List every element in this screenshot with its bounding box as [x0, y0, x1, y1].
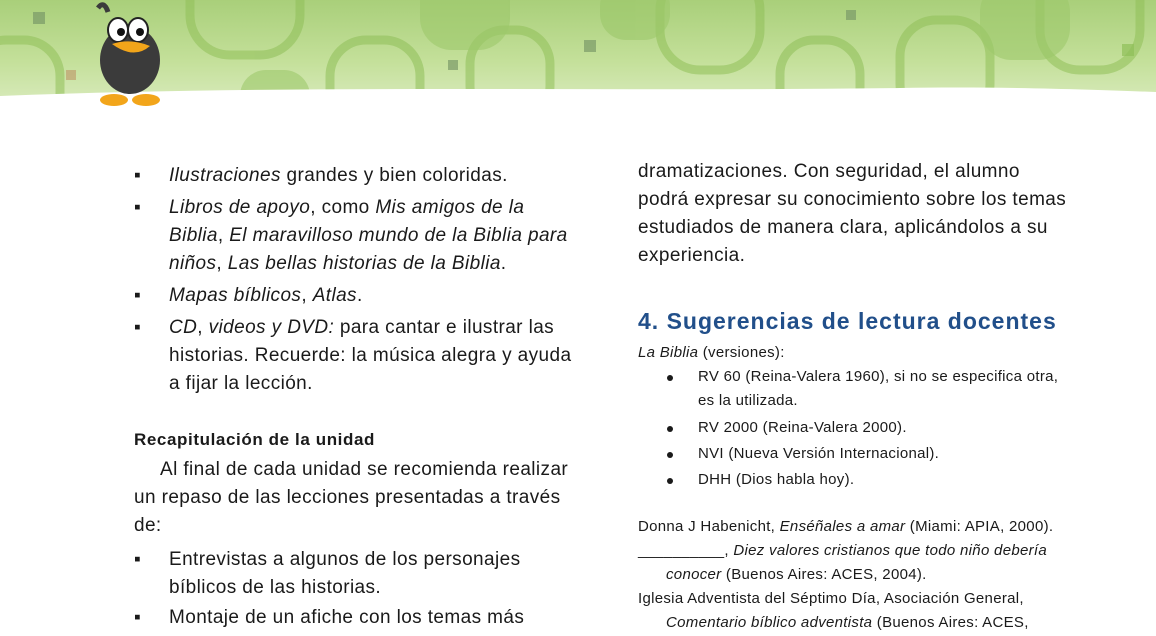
list-item-text: CD, videos y DVD: para cantar e ilustrar las historias. Recuerde: la música alegra y ayuda a fijar la lección.	[169, 317, 572, 394]
list-item	[134, 604, 524, 632]
section-heading: 4. Sugerencias de lectura docentes	[638, 308, 1057, 334]
reference-line: conocer (Buenos Aires: ACES, 2004).	[666, 566, 927, 583]
list-item-text: Libros de apoyo, como Mis amigos de la Biblia, El maravilloso mundo de la Biblia para niños, Las bellas historias de la Biblia.	[169, 197, 568, 274]
banner-pattern	[0, 0, 1156, 112]
recap-heading: Recapitulación de la unidad	[134, 430, 376, 449]
bullet-icon: ▪	[134, 197, 141, 218]
bullet-icon: ▪	[134, 317, 141, 338]
paragraph-line: dramatizaciones. Con seguridad, el alumno	[638, 161, 1020, 182]
list-item-text: Entrevistas a algunos de los personajes bíblicos de las historias.	[169, 549, 521, 598]
paragraph-line: podrá expresar su conocimiento sobre los temas	[638, 189, 1067, 210]
bullet-icon: ▪	[134, 285, 141, 306]
bullet-icon	[667, 375, 673, 381]
reference-line: Comentario bíblico adventista (Buenos Aires: ACES,	[666, 614, 1029, 631]
bullet-icon	[667, 478, 673, 484]
list-item	[134, 314, 571, 398]
list-item-text: NVI (Nueva Versión Internacional).	[698, 445, 940, 462]
bullet-icon: ▪	[134, 549, 141, 570]
list-item-text: Mapas bíblicos, Atlas.	[169, 285, 363, 306]
bird-mascot-icon	[98, 5, 160, 106]
bullet-icon	[667, 452, 673, 458]
list-item-text: DHH (Dios habla hoy).	[698, 471, 855, 488]
list-item-text: es la utilizada.	[698, 392, 798, 409]
list-item-text: Montaje de un afiche con los temas más	[169, 607, 525, 628]
bullet-icon: ▪	[134, 607, 141, 628]
bullet-icon: ▪	[134, 165, 141, 186]
list-item-text: Ilustraciones grandes y bien coloridas.	[169, 165, 508, 186]
bible-intro: La Biblia (versiones):	[638, 344, 785, 361]
paragraph-line: experiencia.	[638, 245, 746, 266]
recap-line: un repaso de las lecciones presentadas a través	[134, 487, 561, 508]
bullet-icon	[667, 426, 673, 432]
header-banner	[0, 0, 1156, 112]
recap-line: de:	[134, 515, 162, 536]
paragraph-line: estudiados de manera clara, aplicándolos a su	[638, 217, 1048, 238]
recap-line: Al final de cada unidad se recomienda realizar	[160, 459, 569, 480]
list-item	[134, 546, 520, 602]
reference-line: __________, Diez valores cristianos que todo niño debería	[638, 542, 1048, 559]
list-item-text: RV 2000 (Reina-Valera 2000).	[698, 419, 907, 436]
reference-line: Donna J Habenicht, Enséñales a amar (Miami: APIA, 2000).	[638, 518, 1054, 535]
list-item-text: RV 60 (Reina-Valera 1960), si no se especifica otra,	[698, 368, 1059, 385]
list-item	[134, 194, 568, 278]
list-item	[134, 162, 508, 190]
reference-line: Iglesia Adventista del Séptimo Día, Asociación General,	[638, 590, 1024, 607]
list-item	[134, 282, 363, 310]
